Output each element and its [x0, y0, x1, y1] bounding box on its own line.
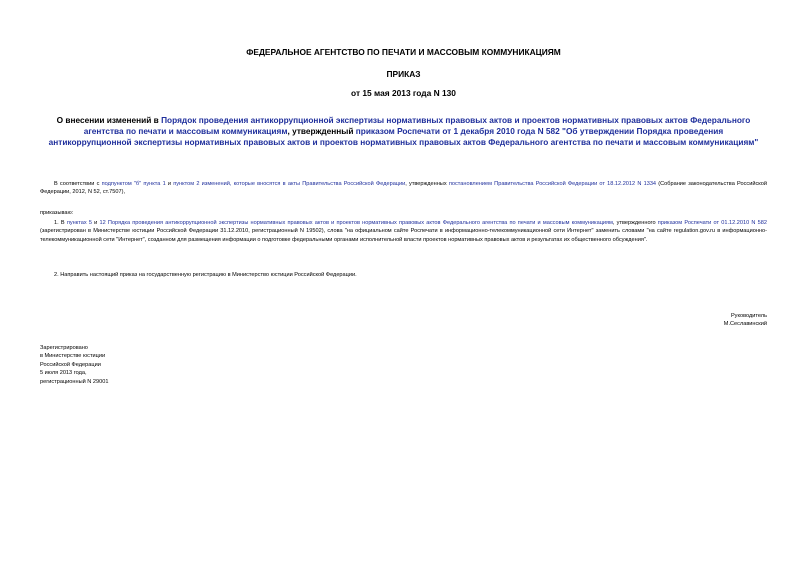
- clause-2: 2. Направить настоящий приказ на государственную регистрацию в Министерство юстиции Российской Федерации.: [54, 272, 357, 278]
- clause-1-text-4: (зарегистрирован в Министерстве юстиции Российской Федерации 31.12.2010, регистрационный N 19502), слова "на официальном сайте Роспечати в информационно-телекоммуникационной сети Интернет" заменить словами "на сайте regulation.gov.ru в информационно-телекоммуникационной сети "Интернет", созданном для размещения информации о подготовке федеральными органами исполнительной власти проектов нормативных правовых актов и результатах их общественного обсуждения".: [40, 228, 767, 243]
- preamble-text-3: , утвержденных: [405, 181, 449, 187]
- clause-1-text-3: , утвержденного: [612, 220, 658, 226]
- registration-line: Зарегистрировано: [40, 345, 88, 351]
- clause-1-text-1: 1. В: [54, 220, 67, 226]
- clause-1-text-2: и: [91, 220, 100, 226]
- signature-name: М.Сеславинский: [723, 321, 767, 328]
- clause-1-link-item-12[interactable]: 12 Порядка проведения антикоррупционной экспертизы нормативных правовых актов и проектов нормативных правовых актов Федерального агентства по печати и массовым коммуникациям: [99, 220, 613, 226]
- preamble-link-subparagraph[interactable]: подпунктом "б" пункта 1: [101, 181, 166, 187]
- signature-block: [724, 312, 767, 329]
- registration-line: регистрационный N 29001: [40, 378, 109, 385]
- agency-heading: ФЕДЕРАЛЬНОЕ АГЕНТСТВО ПО ПЕЧАТИ И МАССОВЫМ КОММУНИКАЦИЯМ: [246, 47, 561, 57]
- preamble-link-paragraph-2[interactable]: пунктом 2 изменений, которые вносятся в акты Правительства Российской Федерации: [173, 181, 406, 187]
- preamble-paragraph: [40, 180, 767, 197]
- clause-1: [40, 219, 767, 244]
- registration-line: в Министерстве юстиции: [40, 353, 106, 360]
- subject-middle: , утвержденный: [287, 126, 356, 137]
- preamble-text-1: В соответствии с: [54, 181, 102, 187]
- preamble-link-resolution-1334[interactable]: постановлением Правительства Российской Федерации от 18.12.2012 N 1334: [448, 181, 657, 187]
- registration-line: 5 июля 2013 года,: [40, 370, 87, 377]
- subject-link-procedure[interactable]: Порядок проведения антикоррупционной экспертизы нормативных правовых актов и проектов нормативных правовых актов Федерального агентства по печати и массовым коммуникациям: [83, 115, 751, 137]
- subject-link-order-582[interactable]: приказом Роспечати от 1 декабря 2010 года N 582 "Об утверждении Порядка проведения антикоррупционной экспертизы нормативных правовых актов и проектов нормативных правовых актов Федерального агентства по печати и массовым коммуникациям": [48, 126, 759, 148]
- document-subject: [40, 115, 767, 149]
- subject-prefix: О внесении изменений в: [56, 115, 162, 125]
- registration-line: Российской Федерации: [40, 361, 101, 368]
- clause-1-link-item-5[interactable]: пунктах 5: [66, 220, 92, 226]
- preamble-text-2: и: [165, 181, 174, 187]
- order-word: приказываю:: [40, 210, 74, 216]
- clause-1-link-order-582[interactable]: приказом Роспечати от 01.12.2010 N 582: [657, 220, 768, 226]
- preamble-text-4: (Собрание законодательства Российской Федерации, 2012, N 52, ст.7507),: [40, 181, 768, 196]
- signature-title: Руководитель: [730, 313, 767, 319]
- registration-block: [40, 344, 108, 386]
- document-type-heading: ПРИКАЗ: [386, 69, 421, 79]
- document-date-number: от 15 мая 2013 года N 130: [351, 88, 456, 98]
